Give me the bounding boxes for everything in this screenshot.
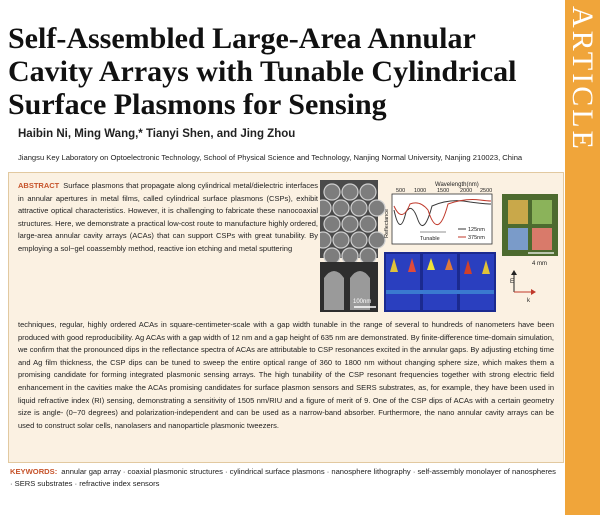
sem-image-bottom bbox=[320, 262, 378, 312]
x-tick-1: 500 bbox=[396, 188, 406, 194]
sem-image-top bbox=[320, 180, 385, 264]
abstract-paragraph-top bbox=[18, 180, 318, 256]
scale-bar-sem: 100nm bbox=[353, 299, 372, 305]
tunable-label: Tunable bbox=[420, 236, 440, 242]
reflectance-axis-label: Reflectance bbox=[384, 208, 390, 238]
keywords-label: KEYWORDS: bbox=[10, 467, 58, 476]
toc-figure bbox=[320, 180, 560, 315]
author-list: Haibin Ni, Ming Wang,* Tianyi Shen, and Jing Zhou bbox=[18, 128, 296, 140]
polarization-arrows bbox=[510, 270, 536, 304]
abstract-paragraph-bottom: techniques, regular, highly ordered ACAs in square-centimeter-scale with a gap width tunable in the range of several to hundreds of nanometers have been produced with good reproducibility. Ag ACAs with a gap width of 12 nm and a gap height of 635 nm are demonstrated. By finite-difference time-domain simulation, we confirm that the pronounced dips in the reflectance spectra of ACAs are attributable to CSP resonances excited in the annular gaps. By adjusting etching time and Ag film thickness, the CSP dips can be tuned to sweep the entire optical range of 360 to 1800 nm without changing sphere size, which makes them a promising candidate for forming integrated plasmonic sensing arrays. The high tunability of the CSP resonant frequencies together with strong electric field enhancement in the cavities make the ACAs promising candidates for surface plasmon sensors and SERS substrates, as, for example, they have been used in liquid refractive index (RI) sensing, demonstrating a sensitivity of 1505 nm/RIU and a figure of merit of 9. One of the CSP dips of ACAs with a certain geometry size is angle- (0−70 degrees) and polarization-independent and can be used as a narrow-band absorber. Furthermore, the nano annular cavity arrays can be used to construct solar cells, nanolasers and nanoparticle plasmonic tweezers. bbox=[18, 320, 554, 430]
sample-photo bbox=[502, 194, 558, 267]
e-field-label: E bbox=[510, 279, 515, 285]
abstract-text-part1: Surface plasmons that propagate along cylindrical metal/dielectric interfaces in annular apertures in metal films, called cylindrical surface plasmons (CSPs), exhibit attractive optical characteristics. However, it is challenging to fabricate these nanocoaxial structures. Here, we demonstrate a practical low-cost route to manufacture highly ordered, large-area annular cavity arrays (ACAs) that can support CSPs with great tunability. By employing a sol−gel coassembly method, reactive ion etching and metal sputtering bbox=[18, 181, 318, 253]
legend-item-375: 375nm bbox=[468, 235, 485, 241]
x-tick-5: 2500 bbox=[480, 188, 493, 194]
x-tick-4: 2000 bbox=[460, 188, 473, 194]
scale-bar-photo: 4 mm bbox=[532, 261, 547, 267]
x-tick-3: 1500 bbox=[437, 188, 450, 194]
paper-title: Self-Assembled Large-Area Annular Cavity Arrays with Tunable Cylindrical Surface Plasmons for Sensing bbox=[8, 22, 517, 121]
reflectance-plot bbox=[384, 182, 492, 244]
keywords-text: annular gap array · coaxial plasmonic structures · cylindrical surface plasmons · nanosphere lithography · self-assembly monolayer of nanospheres · SERS substrates · refractive index sensors bbox=[10, 467, 556, 488]
field-maps bbox=[384, 252, 496, 312]
wavelength-axis-label: Wavelength(nm) bbox=[435, 182, 479, 188]
abstract-label: ABSTRACT bbox=[18, 181, 60, 190]
x-tick-2: 1000 bbox=[414, 188, 427, 194]
affiliation: Jiangsu Key Laboratory on Optoelectronic Technology, School of Physical Science and Technology, Nanjing Normal University, Nanjing 210023, China bbox=[18, 153, 523, 162]
legend-item-125: 125nm bbox=[468, 227, 485, 233]
article-type-label: ARTICLE bbox=[566, 6, 599, 152]
keywords-line bbox=[10, 466, 560, 489]
k-vector-label: k bbox=[527, 298, 530, 304]
